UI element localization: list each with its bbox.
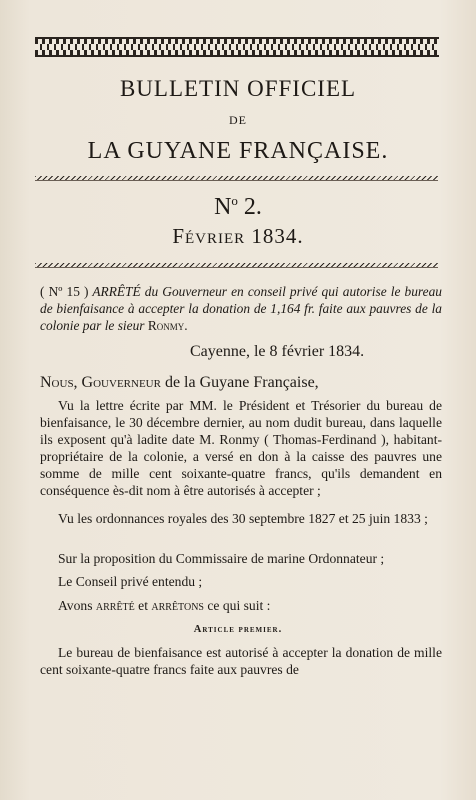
arrete-heading — [40, 283, 442, 334]
paragraph-proposition: Sur la proposition du Commissaire de marine Ordonnateur ; — [58, 551, 385, 566]
issue-year: 1834. — [245, 224, 304, 248]
decorative-border-ornament — [35, 37, 439, 57]
article-heading: Article premier. — [193, 624, 283, 635]
nous-line — [40, 374, 442, 392]
masthead-title: BULLETIN OFFICIEL — [119, 76, 357, 101]
nous-lead: Nous, Gouverneur — [40, 374, 161, 391]
avons-lead: Avons — [58, 598, 96, 613]
issue-number-sup: o — [231, 193, 238, 208]
place-date: Cayenne, le 8 février 1834. — [190, 343, 365, 360]
arrete-name: Ronmy. — [147, 318, 188, 333]
masthead-de: DE — [229, 113, 247, 127]
masthead-subtitle: LA GUYANE FRANÇAISE. — [87, 138, 389, 164]
issue-month: Février — [172, 224, 246, 248]
avons-arrete: arrêté — [95, 598, 135, 613]
issue-date — [0, 224, 476, 249]
wavy-rule-bottom — [35, 263, 438, 268]
paragraph-conseil: Le Conseil privé entendu ; — [58, 574, 203, 589]
paragraph-avons — [40, 597, 442, 614]
arrete-description: ARRÊTÉ du Gouverneur en conseil privé qui autorise le bureau de bienfaisance à accepter la donation de 1,164 fr. faite aux pauvres de la colonie par le sieur — [40, 284, 442, 333]
paragraph-article-1: Le bureau de bienfaisance est autorisé à accepter la donation de mille cent soixante-quatre francs faite aux pauvres de — [40, 645, 442, 677]
avons-arretons: arrêtons — [151, 598, 204, 613]
avons-mid: et — [134, 598, 152, 613]
avons-end: ce qui suit : — [204, 598, 271, 613]
issue-number — [0, 193, 476, 221]
nous-rest: de la Guyane Française, — [160, 374, 319, 391]
arrete-number: ( Nº 15 ) — [40, 284, 89, 299]
issue-number-value: 2. — [237, 194, 262, 220]
paragraph-ordonnances: Vu les ordonnances royales des 30 septembre 1827 et 25 juin 1833 ; — [58, 511, 428, 526]
wavy-rule-top — [35, 176, 438, 181]
paragraph-lettre: Vu la lettre écrite par MM. le Président et Trésorier du bureau de bienfaisance, le 30 décembre dernier, au nom dudit bureau, dans laquelle ils exposent qu'à ladite date M. Ronmy ( Thomas-Ferdinand ), habitant-propriétaire de la colonie, a versé en don à la caisse des pauvres une somme de mille cent soixante-quatre francs, qu'ils demandent en conséquence ès-dit nom à être autorisés à accepter ; — [40, 398, 442, 498]
issue-number-prefix: N — [214, 194, 232, 220]
